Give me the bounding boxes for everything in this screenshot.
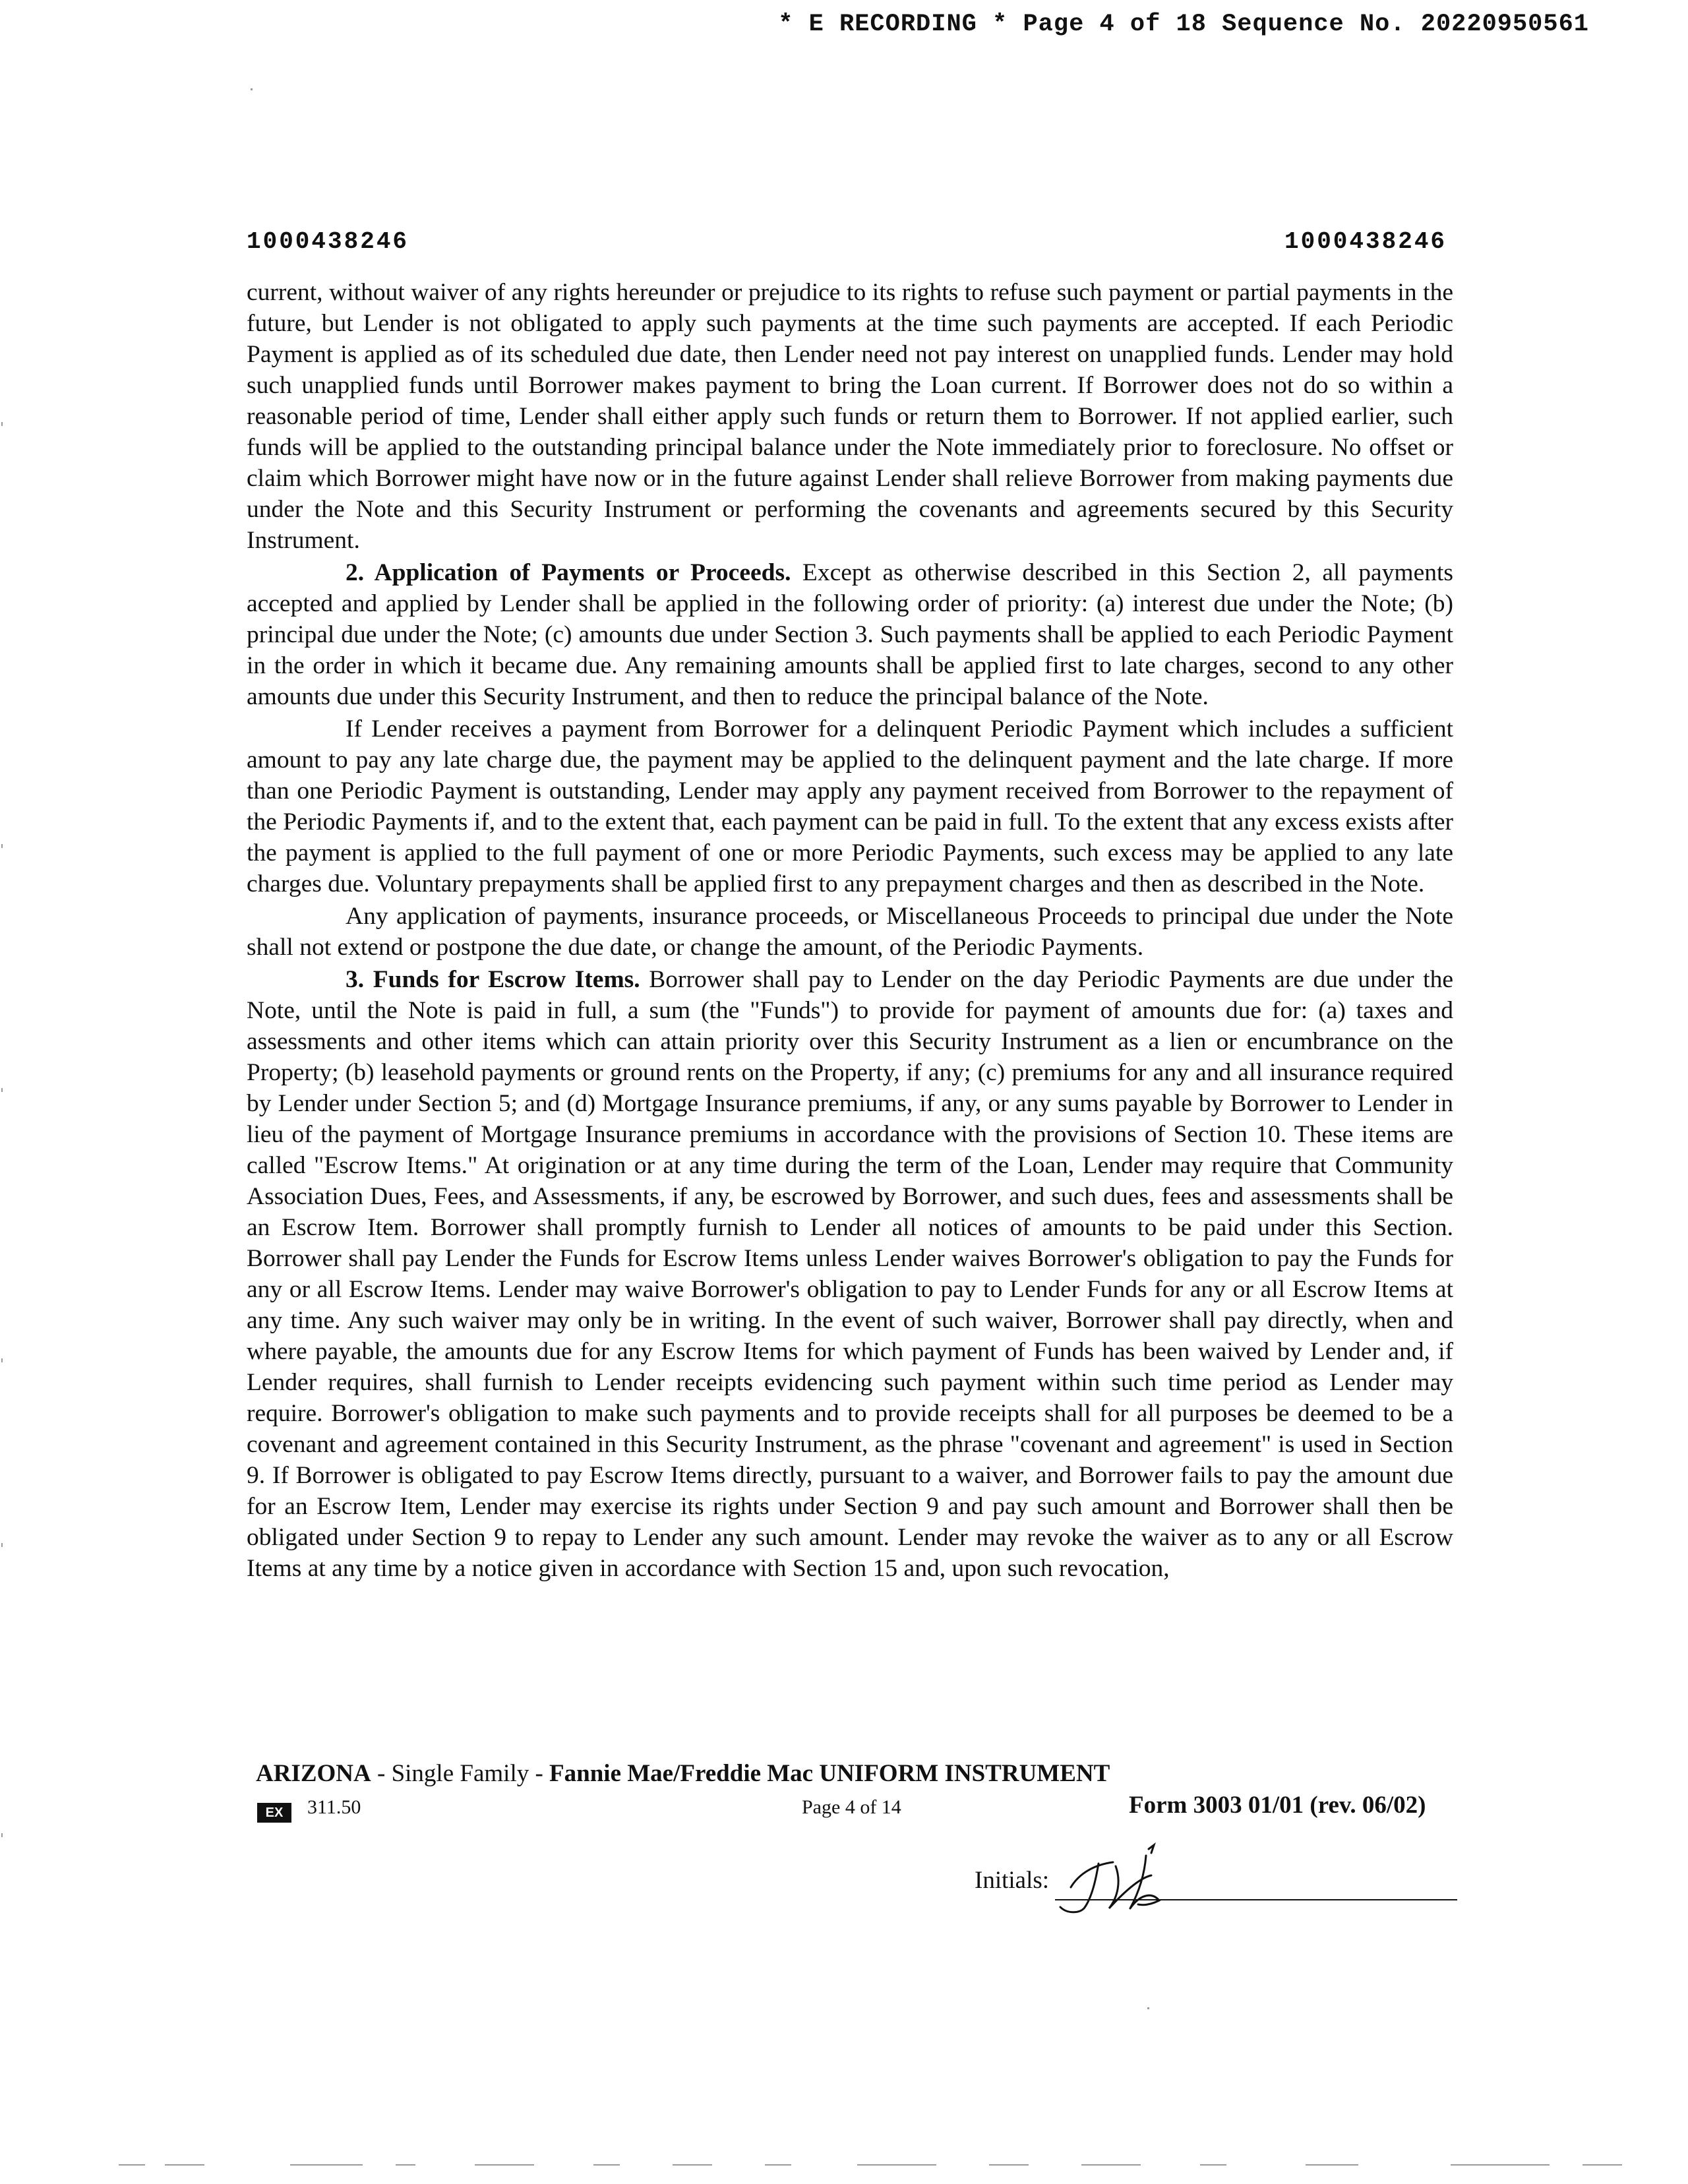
page-number: Page 4 of 14	[802, 1796, 901, 1818]
document-body	[247, 277, 1453, 1585]
form-code: 311.50	[307, 1796, 361, 1818]
initials-signature	[1052, 1840, 1211, 1919]
initials-label: Initials:	[975, 1867, 1050, 1894]
application-paragraph: Any application of payments, insurance proceeds, or Miscellaneous Proceeds to principal due under the Note shall not extend or postpone the due date, or change the amount, of the Periodic Payments.	[247, 903, 1453, 961]
footer-state: ARIZONA	[256, 1760, 371, 1787]
section-2-heading: 2. Application of Payments or Proceeds.	[346, 559, 791, 586]
section-2-text: Except as otherwise described in this Section 2, all payments accepted and applied by Lender shall be applied in the following order of priority: (a) interest due under the Note; (b) principal due under the Note; (c) amounts due under Section 3. Such payments shall be applied to each Periodic Payment in the order in which it became due. Any remaining amounts shall be applied first to late charges, second to any other amounts due under this Security Instrument, and then to reduce the principal balance of the Note.	[247, 559, 1454, 710]
paragraph-continuation: current, without waiver of any rights hereunder or prejudice to its rights to refuse such payment or partial payments in the future, but Lender is not obligated to apply such payments at the time such payments are accepted. If each Periodic Payment is applied as of its scheduled due date, then Lender need not pay interest on unapplied funds. Lender may hold such unapplied funds until Borrower makes payment to bring the Loan current. If Borrower does not do so within a reasonable period of time, Lender shall either apply such funds or return them to Borrower. If not applied earlier, such funds will be applied to the outstanding principal balance under the Note immediately prior to foreclosure. No offset or claim which Borrower might have now or in the future against Lender shall relieve Borrower from making payments due under the Note and this Security Instrument or performing the covenants and agreements secured by this Security Instrument.	[247, 279, 1453, 554]
loan-number-right: 1000438246	[1284, 228, 1447, 255]
initials-line	[1055, 1899, 1457, 1900]
footer-instrument-title	[256, 1759, 1110, 1788]
delinquent-payment-paragraph: If Lender receives a payment from Borrower for a delinquent Periodic Payment which includes a sufficient amount to pay any late charge due, the payment may be applied to the delinquent payment and the late charge. If more than one Periodic Payment is outstanding, Lender may apply any payment received from Borrower to the repayment of the Periodic Payments if, and to the extent that, each payment can be paid in full. To the extent that any excess exists after the payment is applied to the full payment of one or more Periodic Payments, such excess may be applied to any late charges due. Voluntary prepayments shall be applied first to any prepayment charges and then as described in the Note.	[247, 715, 1453, 897]
form-number: Form 3003 01/01 (rev. 06/02)	[1129, 1792, 1426, 1819]
section-3-paragraph	[247, 964, 1453, 1584]
ex-logo-badge: EX	[257, 1803, 291, 1823]
section-3-text: Borrower shall pay to Lender on the day Periodic Payments are due under the Note, until the Note is paid in full, a sum (the "Funds") to provide for payment of amounts due for: (a) taxes and assessments and other items which can attain priority over this Security Instrument as a lien or encumbrance on the Property; (b) leasehold payments or ground rents on the Property, if any; (c) premiums for any and all insurance required by Lender under Section 5; and (d) Mortgage Insurance premiums, if any, or any sums payable by Borrower to Lender in lieu of the payment of Mortgage Insurance premiums in accordance with the provisions of Section 10. These items are called "Escrow Items." At origination or at any time during the term of the Loan, Lender may require that Community Association Dues, Fees, and Assessments, if any, be escrowed by Borrower, and such dues, fees and assessments shall be an Escrow Item. Borrower shall promptly furnish to Lender all notices of amounts to be paid under this Section. Borrower shall pay Lender the Funds for Escrow Items unless Lender waives Borrower's obligation to pay the Funds for any or all Escrow Items. Lender may waive Borrower's obligation to pay to Lender Funds for any or all Escrow Items at any time. Any such waiver may only be in writing. In the event of such waiver, Borrower shall pay directly, when and where payable, the amounts due for any Escrow Items for which payment of Funds has been waived by Lender and, if Lender requires, shall furnish to Lender receipts evidencing such payment within such time period as Lender may require. Borrower's obligation to make such payments and to provide receipts shall for all purposes be deemed to be a covenant and agreement contained in this Security Instrument, as the phrase "covenant and agreement" is used in Section 9. If Borrower is obligated to pay Escrow Items directly, pursuant to a waiver, and Borrower fails to pay the amount due for an Escrow Item, Lender may exercise its rights under Section 9 and pay such amount and Borrower shall then be obligated under Section 9 to repay to Lender any such amount. Lender may revoke the waiver as to any or all Escrow Items at any time by a notice given in accordance with Section 15 and, upon such revocation,	[247, 966, 1453, 1582]
footer-instrument: Fannie Mae/Freddie Mac UNIFORM INSTRUMENT	[549, 1760, 1110, 1787]
footer-separator: - Single Family -	[371, 1760, 550, 1787]
recording-stamp: * E RECORDING * Page 4 of 18 Sequence No. 20220950561	[778, 11, 1589, 38]
section-3-heading: 3. Funds for Escrow Items.	[346, 966, 640, 993]
section-2-paragraph	[247, 557, 1453, 712]
loan-number-left: 1000438246	[247, 228, 409, 255]
